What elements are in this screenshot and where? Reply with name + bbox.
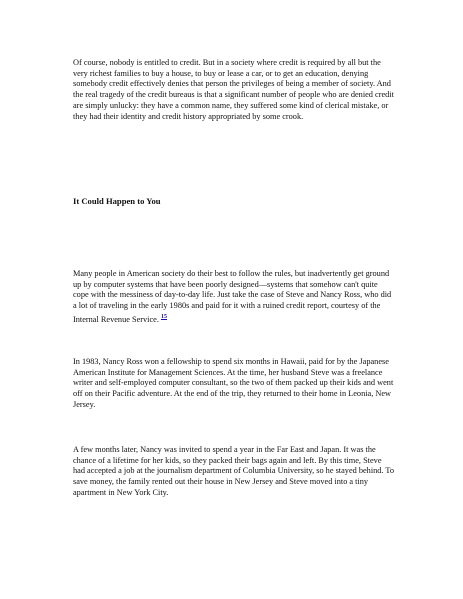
paragraph-hawaii-fellowship: In 1983, Nancy Ross won a fellowship to spend six months in Hawaii, paid for by the Japanese American Institute for Management Sciences. At the time, her husband Steve was a freelance writer and self-employed computer consultant, so the two of them packed up their kids and went off on their Pacific adventure. At the end of the trip, they returned to their home in Leonia, New Jersey. [73, 357, 394, 409]
footnote-link[interactable]: 15 [161, 313, 168, 320]
paragraph-japan-trip: A few months later, Nancy was invited to spend a year in the Far East and Japan. It was the chance of a lifetime for her kids, so they packed their bags again and left. By this time, Steve had accepted a job at the journalism department of Columbia University, so he stayed behind. To save money, the family rented out their house in New Jersey and Steve moved into a tiny apartment in New York City. [73, 445, 395, 497]
paragraph-ross-case [73, 269, 395, 325]
paragraph-credit-entitlement: Of course, nobody is entitled to credit. But in a society where credit is required by all but the very richest families to buy a house, to buy or lease a car, or to get an education, denying somebody credit effectively denies that person the privileges of being a member of society. And the real tragedy of the credit bureaus is that a significant number of people who are denied credit are simply unlucky: they have a common name, they suffered some kind of clerical mistake, or they had their identity and credit history appropriated by some crook. [73, 58, 394, 121]
paragraph-ross-case-text: Many people in American society do their best to follow the rules, but inadvertently get ground up by computer systems that have been poorly designed—systems that somehow can't quite cope with the messiness of day-to-day life. Just take the case of Steve and Nancy Ross, who did a lot of traveling in the early 1980s and paid for it with a ruined credit report, courtesy of the Internal Revenue Service. [73, 269, 392, 324]
section-heading: It Could Happen to You [73, 196, 161, 206]
